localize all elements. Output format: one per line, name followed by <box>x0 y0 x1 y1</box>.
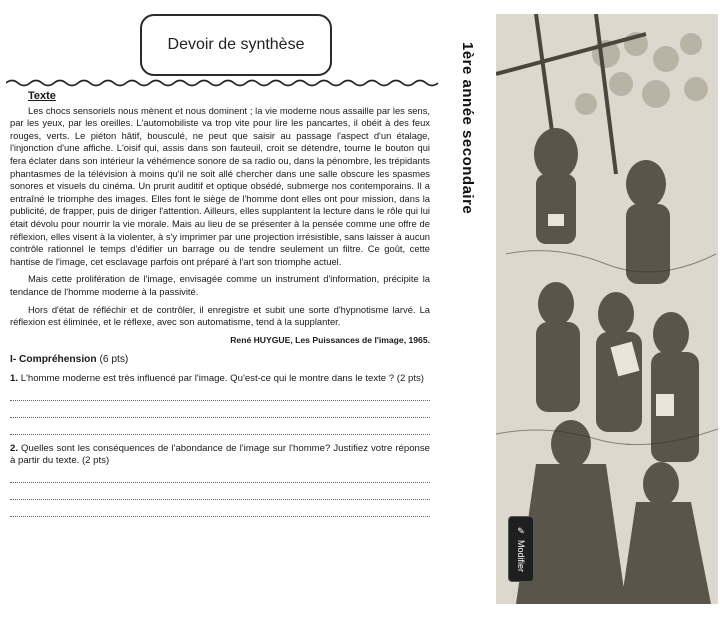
answer-line[interactable] <box>10 389 430 401</box>
answer-line[interactable] <box>10 471 430 483</box>
answer-line[interactable] <box>10 423 430 435</box>
question-2-text: Quelles sont les conséquences de l'abondance de l'image sur l'homme? Justifiez votre réponse à partir du texte. (2 pts) <box>10 442 431 466</box>
text-paragraph-2: Mais cette prolifération de l'image, envisagée comme un instrument d'information, précipite la tendance de l'homme moderne à la passivité. <box>10 273 430 297</box>
text-paragraph-3: Hors d'état de réfléchir et de contrôler, il enregistre et subit une sorte d'hypnotisme larvé. La réflexion est éliminée, et le réflexe, avec son automatisme, tend à la supplanter. <box>10 303 430 328</box>
text-heading: Texte <box>28 90 56 102</box>
question-1-text: L'homme moderne est très influencé par l'image. Qu'est-ce qui le montre dans le texte ? (2 pts) <box>20 372 424 384</box>
answer-line[interactable] <box>10 406 430 418</box>
text-paragraph-1: Les chocs sensoriels nous mènent et nous dominent ; la vie moderne nous assaille par les sens, par les yeux, par les oreilles. L'automobiliste va trop vite pour lire les pancartes, il obéit à des feux rouges, verts. Le piéton hâtif, bousculé, ne peut que saisir au passage l'aspect d'un étalage, l'injonction d'une affiche. L'oisif qui, assis dans son fauteuil, croit se détendre, tourne le bouton qui fera éclater dans son intérieur la véhémence sonore de sa radio ou, dans la pénombre, les trépidants phantasmes de la télévision à moins qu'il ne soit allé chercher dans une salle obscure les spasmes sonores et visuels du cinéma. Un prurit auditif et optique obsédé, submerge nos contemporains. Il a entraîné le triomphe des images. Elles font le siège de l'homme dont elles ont pour mission, dans la publicité, de frapper, puis de diriger l'attention. Ailleurs, elles supplantent la lecture dans le rôle qui lui était dévolu pour nourrir la vie morale. Mais au lieu de se présenter à la pensée comme une offre de réflexion, elles visent à la violenter, à s'y imprimer par une projection irrésistible, sans laisser à aucun contrôle rationnel le temps d'édifier un barrage ou de tendre seulement un filtre. Ce goût, cette hantise de l'image, cet esclavage parfois ont préparé à l'art son triomphe actuel. <box>10 104 430 267</box>
comprehension-title <box>10 354 430 367</box>
document-title-text: Devoir de synthèse <box>167 36 305 53</box>
wavy-divider <box>6 76 440 90</box>
exam-document <box>10 90 430 522</box>
text-source: René HUYGUE, Les Puissances de l'image, 1965. <box>230 334 430 345</box>
question-2-number: 2. <box>10 442 19 454</box>
answer-line[interactable] <box>10 505 430 517</box>
answer-line[interactable] <box>10 488 430 500</box>
modifier-label: Modifier <box>516 539 526 572</box>
question-1-number: 1. <box>10 372 19 384</box>
modifier-button[interactable] <box>508 516 534 582</box>
comprehension-points: (6 pts) <box>99 354 129 366</box>
document-title <box>140 14 332 76</box>
pencil-icon: ✎ <box>517 525 525 536</box>
question-1 <box>10 373 430 385</box>
question-2 <box>10 443 430 467</box>
comprehension-label: I- Compréhension <box>10 354 97 366</box>
grade-level-label: 1ère année secondaire <box>459 42 476 215</box>
